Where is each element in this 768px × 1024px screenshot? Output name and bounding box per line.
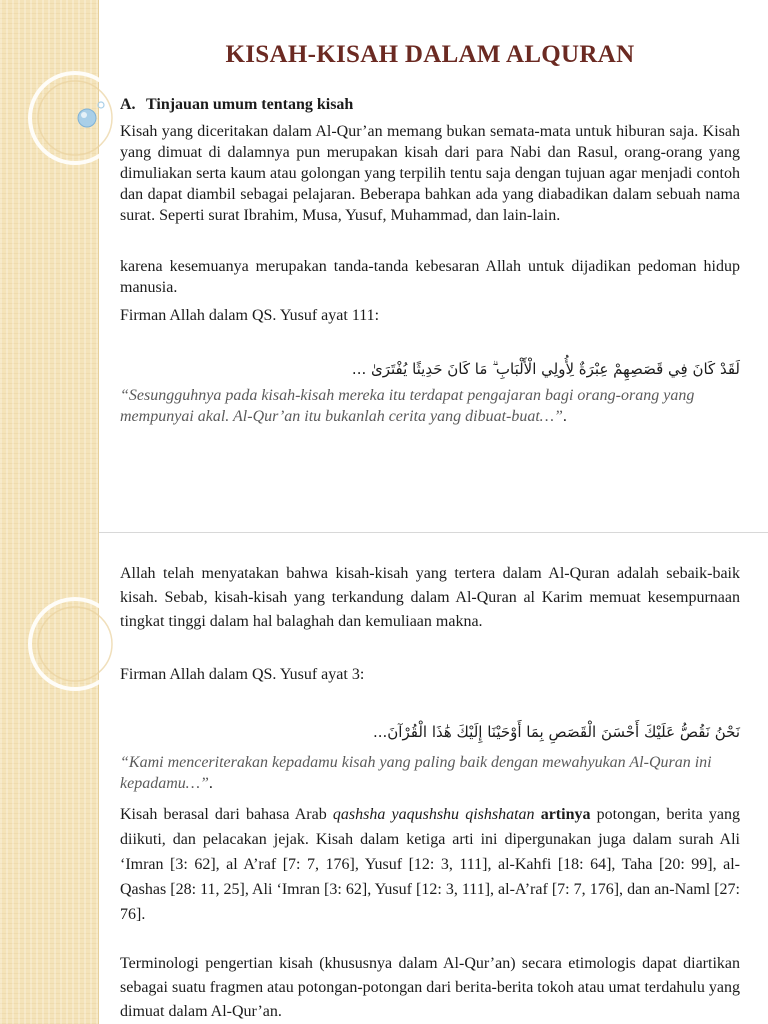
small-dot-icon [98,102,104,108]
page-title: KISAH-KISAH DALAM ALQURAN [225,41,635,68]
paragraph-pedoman: karena kesemuanya merupakan tanda-tanda kebesaran Allah untuk dijadikan pedoman hidup manusia. [120,258,740,296]
translation-period: . [562,408,567,425]
ring-decoration-2 [30,599,120,689]
section-heading [120,96,353,114]
translation-text-2: “Kami menceriterakan kepadamu kisah yang paling baik dengan mewahyukan Al-Quran ini kepadamu…” [120,754,712,792]
paragraph-sebaik-baik: Allah telah menyatakan bahwa kisah-kisah yang tertera dalam Al-Quran adalah sebaik-baik kisah. Sebab, kisah-kisah yang terkandung dalam Al-Quran al Karim memuat kesempurnaan tingkat tinggi dalam hal balaghah dan kemuliaan makna. [120,565,740,630]
arabic-verse-yusuf-111: لَقَدْ كَانَ فِي قَصَصِهِمْ عِبْرَةٌ لِأُولِي الْأَلْبَابِ ۗ مَا كَانَ حَدِيثًا يُفْتَرَىٰ ... [351,360,740,378]
paragraph-etymology [120,802,740,927]
blue-bead-icon [78,109,96,127]
etymology-lead: Kisah berasal dari bahasa Arab [120,806,333,823]
slide-2 [0,532,768,1024]
section-letter: A. [120,96,136,113]
ring-decoration [30,73,120,163]
ring-inner-decoration [38,81,112,155]
translation-yusuf-3 [120,752,740,794]
etymology-body: potongan, berita yang diikuti, dan pelacakan jejak. Kisah dalam ketiga arti ini dipergunakan juga dalam surah Ali ‘Imran [3: 62], al A’raf [7: 7, 176], Yusuf [12: 3, 111], al-Kahfi [18: 64], Taha [20: 99], al-Qashas [28: 11, 25], Ali ‘Imran [3: 62], Yusuf [12: 3, 111], al-A’raf [7: 7, 176], dan an-Naml [27: 76]. [120,806,741,923]
firman-label-111: Firman Allah dalam QS. Yusuf ayat 111: [120,307,380,324]
paragraph-intro: Kisah yang diceritakan dalam Al-Qur’an memang bukan semata-mata untuk hiburan saja. Kisah yang dimuat di dalamnya pun merupakan kisah dari para Nabi dan Rasul, orang-orang yang dimuliakan serta kaum atau golongan yang terpilih tentu saja dengan tujuan agar menjadi contoh dan dapat diambil sebagai pelajaran. Beberapa bahkan ada yang diabadikan dalam sebuah nama surat. Seperti surat Ibrahim, Musa, Yusuf, Muhammad, dan lain-lain. [120,123,740,224]
translation-text: “Sesungguhnya pada kisah-kisah mereka itu terdapat pengajaran bagi orang-orang yang mempunyai akal. Al-Qur’an itu bukanlah cerita yang dibuat-buat…” [120,387,695,425]
paragraph-terminologi: Terminologi pengertian kisah (khususnya dalam Al-Qur’an) secara etimologis dapat diartikan sebagai suatu fragmen atau potongan-potongan dari berita-berita tokoh atau umat terdahulu yang dimuat dalam Al-Qur’an. [120,955,740,1020]
arabic-verse-yusuf-3: نَحْنُ نَقُصُّ عَلَيْكَ أَحْسَنَ الْقَصَصِ بِمَا أَوْحَيْنَا إِلَيْكَ هَٰذَا الْقُرْآنَ... [372,723,740,741]
artinya-label: artinya [534,806,591,823]
translation-yusuf-111 [120,385,740,427]
section-heading-text: Tinjauan umum tentang kisah [146,96,354,113]
translation-period-2: . [208,775,213,792]
ring-inner-decoration-2 [38,607,112,681]
bead-highlight-icon [81,112,87,118]
arabic-term: qashsha yaqushshu qishshatan [332,806,535,823]
firman-label-3: Firman Allah dalam QS. Yusuf ayat 3: [120,666,365,683]
